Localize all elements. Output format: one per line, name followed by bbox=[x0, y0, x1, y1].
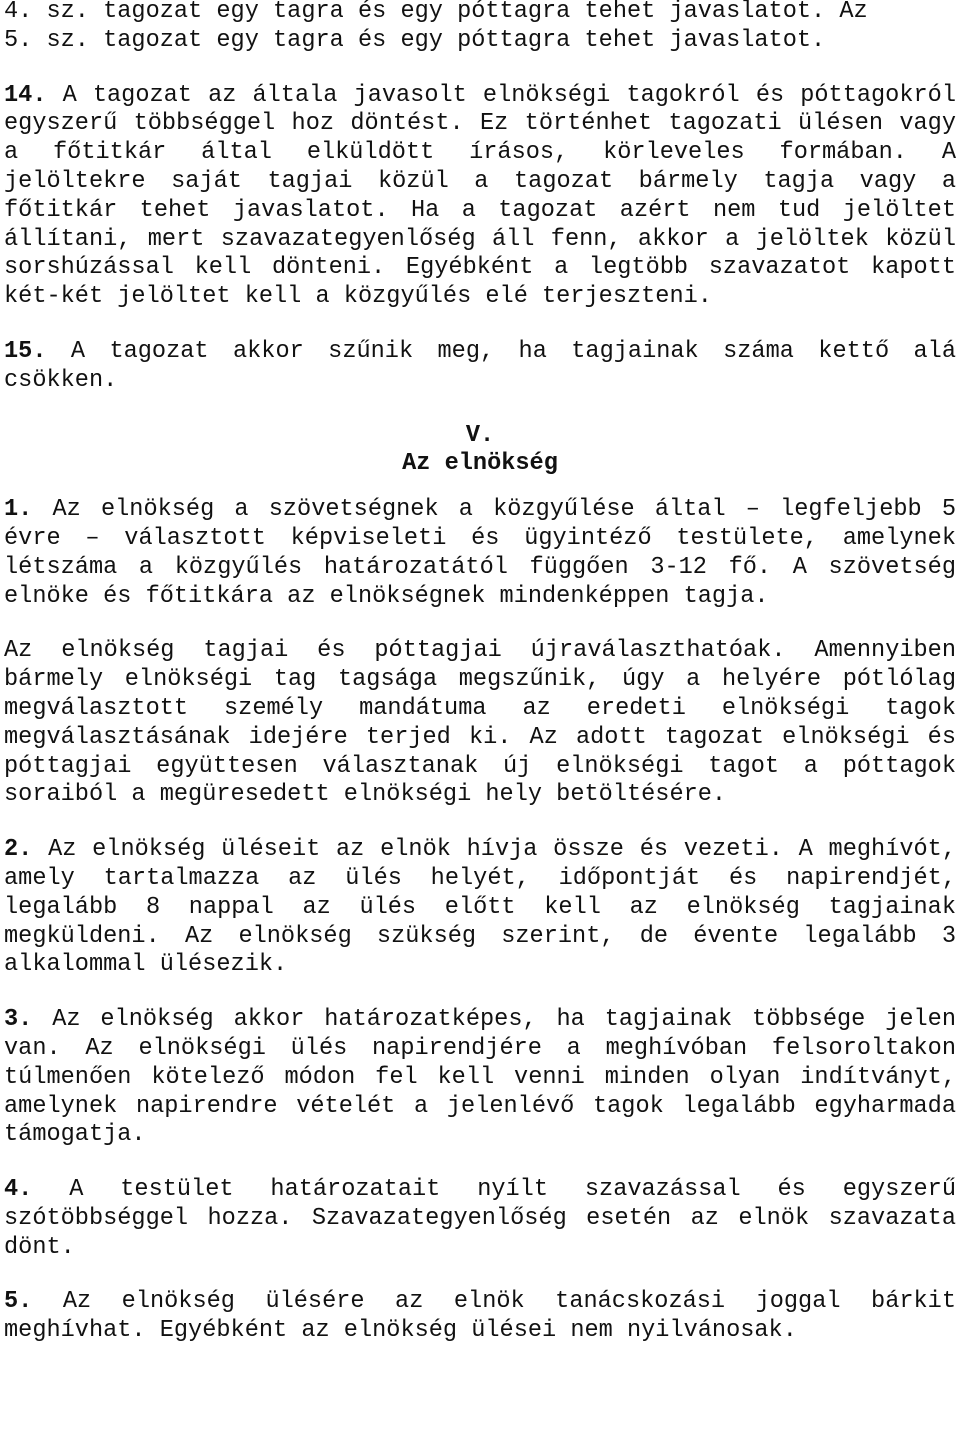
paragraph-5 bbox=[4, 1288, 956, 1346]
paragraph-text: Az elnökség a szövetségnek a közgyűlése által – legfeljebb 5 évre – választott képviseleti és ügyintéző testülete, amelynek létszáma a közgyűlés határozatától függően 3-12 fő. A szövetség elnöke és főtitkára az elnökségnek mindenképpen tagja. bbox=[4, 496, 956, 610]
paragraph-number: 2. bbox=[4, 836, 33, 864]
paragraph-text: Az elnökség akkor határozatképes, ha tagjainak többsége jelen van. Az elnökségi ülés napirendjére a meghívóban felsoroltakon túlmenően kötelező módon fel kell venni minden olyan indítványt, amelynek napirendre vételét a jelenlévő tagok legalább egyharmada támogatja. bbox=[4, 1006, 956, 1149]
section-15-paragraph bbox=[4, 338, 956, 396]
paragraph-1-continued: Az elnökség tagjai és póttagjai újraválaszthatóak. Amennyiben bármely elnökségi tag tagsága megszűnik, úgy a helyére pótlólag megválasztott személy mandátuma az eredeti elnökségi tagok megválasztásának idejére terjed ki. Az adott tagozat elnökségi és póttagjai együttesen választanak új elnökségi tagot a póttagok soraiból a megüresedett elnökségi hely betöltésére. bbox=[4, 637, 956, 809]
intro-paragraph bbox=[4, 0, 956, 56]
document-page bbox=[4, 0, 956, 1346]
section-text: A tagozat az általa javasolt elnökségi tagokról és póttagokról egyszerű többséggel hoz döntést. Ez történhet tagozati ülésen vagy a főtitkár által elküldött írásos, körleveles formában. A jelöltekre saját tagjai közül a tagozat bármely tagja vagy a főtitkár tehet javaslatot. Ha a tagozat azért nem tud jelöltet állítani, mert szavazategyenlőség áll fenn, akkor a jelöltek közül sorshúzással kell dönteni. Egyébként a legtöbb szavazatot kapott két-két jelöltet kell a közgyűlés elé terjeszteni. bbox=[4, 81, 956, 311]
paragraph-number: 3. bbox=[4, 1006, 33, 1034]
paragraph-2 bbox=[4, 836, 956, 980]
paragraph-4 bbox=[4, 1176, 956, 1262]
section-number: 15. bbox=[4, 337, 47, 365]
paragraph-3 bbox=[4, 1006, 956, 1150]
paragraph-number: 1. bbox=[4, 496, 33, 524]
intro-line-1: 4. sz. tagozat egy tagra és egy póttagra tehet javaslatot. Az bbox=[4, 0, 868, 25]
chapter-title: Az elnökség bbox=[402, 450, 558, 478]
intro-line-2: 5. sz. tagozat egy tagra és egy póttagra tehet javaslatot. bbox=[4, 26, 826, 54]
chapter-number: V. bbox=[465, 421, 495, 449]
section-text: A tagozat akkor szűnik meg, ha tagjainak száma kettő alá csökken. bbox=[4, 337, 956, 394]
paragraph-1 bbox=[4, 496, 956, 611]
section-14-paragraph bbox=[4, 82, 956, 312]
paragraph-text: Az elnökség ülésére az elnök tanácskozási joggal bárkit meghívhat. Egyébként az elnökség ülései nem nyilvánosak. bbox=[4, 1288, 956, 1345]
paragraph-number: 5. bbox=[4, 1288, 33, 1316]
paragraph-text: Az elnökség üléseit az elnök hívja össze és vezeti. A meghívót, amely tartalmazza az ülés helyét, időpontját és napirendjét, legalább 8 nappal az ülés előtt kell az elnökség tagjainak megküldeni. Az elnökség szükség szerint, de évente legalább 3 alkalommal ülésezik. bbox=[4, 836, 956, 979]
section-number: 14. bbox=[4, 81, 47, 109]
paragraph-text: A testület határozatait nyílt szavazással és egyszerű szótöbbséggel hozza. Szavazategyenlőség esetén az elnök szavazata dönt. bbox=[4, 1176, 956, 1261]
paragraph-number: 4. bbox=[4, 1176, 33, 1204]
